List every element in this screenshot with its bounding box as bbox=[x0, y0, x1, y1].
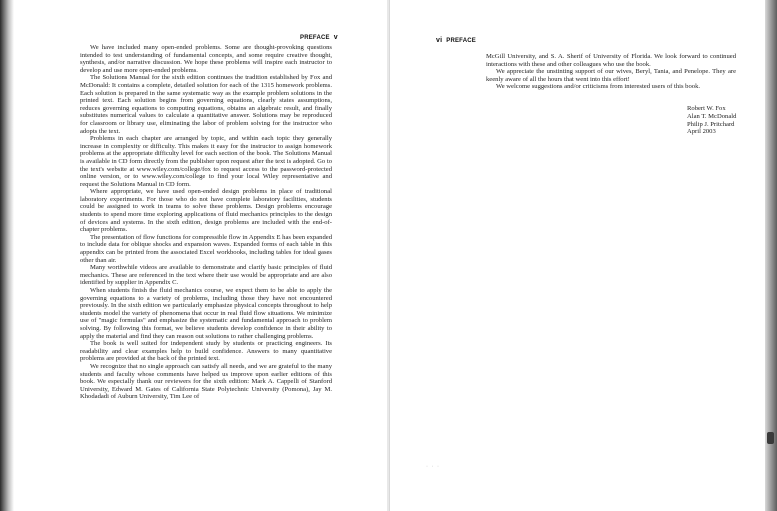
page-v bbox=[0, 0, 388, 511]
signature-block bbox=[687, 105, 736, 136]
continued-paragraph: McGill University, and S. A. Sherif of University of Florida. We look forward to continued interactions with these and other colleagues who use the book. bbox=[486, 53, 736, 68]
paragraph: We have included many open-ended problems. Some are thought-provoking questions intended to test understanding of fundamental concepts, and some require creative thought, synthesis, and/or narrative discussion. We hope these problems will inspire each instructor to develop and use more open-ended problems. bbox=[80, 44, 332, 74]
author-name: Alan T. McDonald bbox=[687, 112, 737, 120]
paragraph: We welcome suggestions and/or criticisms from interested users of this book. bbox=[496, 83, 701, 91]
running-head bbox=[436, 37, 476, 44]
paragraph: The presentation of flow functions for compressible flow in Appendix E has been expanded to include data for oblique shocks and expansion waves. Expanded forms of each table in this appendix can be printed from the associated Excel workbooks, including tables for ideal gases other than air. bbox=[80, 233, 332, 264]
paragraph: Problems in each chapter are arranged by topic, and within each topic they generally increase in complexity or difficulty. This makes it easy for the instructor to assign homework problems at the appropriate difficulty level for each section of the book. The Solutions Manual is available in CD form directly from the publisher upon request after the text is adopted. Go to the text's website at www.wiley.com/college/fox to request access to the password-protected online version, or to www.wiley.com/college to find your local Wiley representative and request the Solutions Manual in CD form. bbox=[80, 135, 332, 188]
running-head-title: PREFACE bbox=[300, 35, 330, 41]
body-text bbox=[80, 44, 332, 401]
paragraph: We recognize that no single approach can satisfy all needs, and we are grateful to the many students and faculty whose comments have helped us improve upon earlier editions of this book. We especially thank our reviewers for the sixth edition: Mark A. Cappelli of Stanford University, Edward M. Gates of California State Polytechnic University (Pomona), Jay M. Khodadadi of Auburn University, Tim Lee of bbox=[80, 362, 332, 401]
signature-date: April 2003 bbox=[687, 128, 716, 136]
page-number: v bbox=[333, 34, 338, 41]
author-name: Philip J. Pritchard bbox=[687, 120, 735, 128]
paragraph: The Solutions Manual for the sixth edition continues the tradition established by Fox and McDonald: It contains a complete, detailed solution for each of the 1315 homework problems. Each solution is prepared in the same systematic way as the example problem solutions in the printed text. Each solution begins from governing equations, clearly states assumptions, reduces governing equations to computing equations, obtains an algebraic result, and finally substitutes numerical values to calculate a quantitative answer. Solutions may be reproduced for classroom or library use, eliminating the labor of problem solving for the instructor who adopts the text. bbox=[80, 74, 332, 135]
running-head bbox=[300, 34, 338, 41]
paragraph: Where appropriate, we have used open-ended design problems in place of traditional laboratory experiments. For those who do not have complete laboratory facilities, students could be assigned to work in teams to solve these problems. Design problems encourage students to spend more time exploring applications of fluid mechanics principles to the design of devices and systems. In the sixth edition, design problems are included with the end-of-chapter problems. bbox=[80, 188, 332, 234]
scan-smudge: · · · bbox=[426, 464, 440, 470]
running-head-title: PREFACE bbox=[446, 38, 476, 44]
author-name: Robert W. Fox bbox=[687, 105, 726, 112]
page-number: vi bbox=[436, 37, 443, 44]
scrollbar-thumb[interactable] bbox=[767, 432, 774, 444]
page-vi bbox=[389, 0, 766, 511]
paragraph: When students finish the fluid mechanics course, we expect them to be able to apply the governing equations to a variety of problems, including those they have not encountered previously. In the sixth edition we particularly emphasize physical concepts throughout to help students model the variety of phenomena that occur in real fluid flow situations. We minimize use of "magic formulas" and emphasize the systematic and fundamental approach to problem solving. By following this format, we believe students develop confidence in their ability to apply the material and find they can reason out solutions to rather challenging problems. bbox=[80, 287, 332, 340]
paragraph: We appreciate the unstinting support of our wives, Beryl, Tania, and Penelope. They are keenly aware of all the hours that went into this effort! bbox=[486, 68, 736, 83]
body-text bbox=[486, 53, 736, 91]
paragraph: Many worthwhile videos are available to demonstrate and clarify basic principles of fluid mechanics. These are referenced in the text where their use would be appropriate and are also identified by supplier in Appendix C. bbox=[80, 264, 332, 287]
scan-shadow bbox=[0, 0, 14, 511]
paragraph: The book is well suited for independent study by students or practicing engineers. Its readability and clear examples help to build confidence. Answers to many quantitative problems are provided at the back of the printed text. bbox=[80, 340, 332, 363]
